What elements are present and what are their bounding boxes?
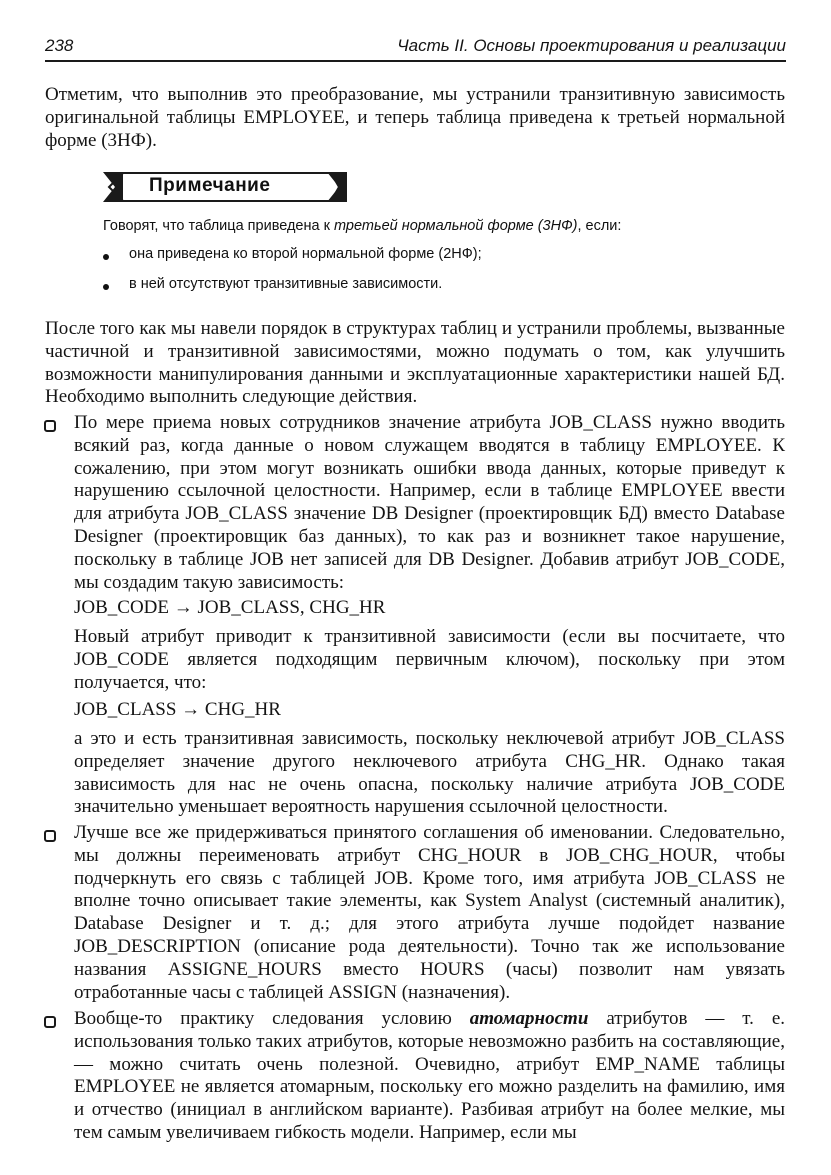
page-header <box>45 28 786 62</box>
bullet-icon <box>103 254 109 260</box>
chapter-title: Часть II. Основы проектирования и реализации <box>397 36 786 55</box>
item-3-text-before: Вообще-то практику следования условию <box>74 1008 470 1029</box>
bullet-icon <box>103 284 109 290</box>
note-definition <box>103 217 621 235</box>
intro-paragraph: Отметим, что выполнив это преобразование, мы устранили транзитивную зависимость оригинальной таблицы EMPLOYEE, и теперь таблица приведена к третьей нормальной форме (3НФ). <box>45 84 785 151</box>
item-1-text-3: а это и есть транзитивная зависимость, поскольку неключевой атрибут JOB_CLASS определяет значение другого неключевого атрибута CHG_HR. Однако такая зависимость для нас не очень опасна, поскольку наличие атрибута JOB_CODE значительно уменьшает вероятность нарушения ссылочной целостности. <box>74 728 785 818</box>
note-banner <box>103 170 347 204</box>
note-bullet-1: она приведена ко второй нормальной форме (2НФ); <box>129 246 482 262</box>
item-1-text-2: Новый атрибут приводит к транзитивной зависимости (если вы посчитаете, что JOB_CODE является подходящим первичным ключом), поскольку при этом получается, что: <box>74 626 785 693</box>
checkbox-bullet-icon <box>44 420 56 432</box>
item-3-text <box>74 1008 785 1145</box>
item-3-text-italic: атомарности <box>469 1008 589 1029</box>
checkbox-bullet-icon <box>44 830 56 842</box>
page-number: 238 <box>45 36 74 55</box>
note-title: Примечание <box>149 175 271 196</box>
item-1-text: По мере приема новых сотрудников значение атрибута JOB_CLASS нужно вводить всякий раз, когда данные о новом служащем вводятся в таблицу EMPLOYEE. К сожалению, при этом могут возникать ошибки ввода данных, которые приведут к нарушению ссылочной целостности. Например, если в таблице EMPLOYEE ввести для атрибута JOB_CLASS значение DB Designer (проектировщик БД) вместо Database Designer (проектировщик баз данных), то как раз и возникнет такое нарушение, поскольку в таблице JOB нет записей для DB Designer. Добавив атрибут JOB_CODE, мы создадим такую зависимость: <box>74 412 785 593</box>
note-text-italic: третьей нормальной форме (3НФ) <box>333 218 578 234</box>
paragraph-2: После того как мы навели порядок в структурах таблиц и устранили проблемы, вызванные частичной и транзитивной зависимостями, можно подумать о том, как улучшить возможности манипулирования данными и эксплуатационные характеристики нашей БД. Необходимо выполнить следующие действия. <box>45 318 785 408</box>
note-text-before: Говорят, что таблица приведена к <box>103 218 334 234</box>
item-3-text-after: атрибутов — т. е. использования только таких атрибутов, которые невозможно разбить на составляющие, — можно считать очень полезной. Очевидно, атрибут EMP_NAME таблицы EMPLOYEE не является атомарным, поскольку его можно разделить на фамилию, имя и отчество (инициал в английском варианте). Разбивая атрибут на более мелкие, мы тем самым увеличиваем гибкость модели. Например, если мы <box>74 1008 785 1143</box>
formula-2: JOB_CLASS → CHG_HR <box>74 699 281 720</box>
note-bullet-2: в ней отсутствуют транзитивные зависимости. <box>129 276 443 292</box>
formula-1: JOB_CODE → JOB_CLASS, CHG_HR <box>74 597 386 618</box>
checkbox-bullet-icon <box>44 1016 56 1028</box>
item-2-text: Лучше все же придерживаться принятого соглашения об именовании. Следовательно, мы должны переименовать атрибут CHG_HOUR в JOB_CHG_HOUR, чтобы подчеркнуть его связь с таблицей JOB. Кроме того, имя атрибута JOB_CLASS не вполне точно описывает такие элементы, как System Analyst (системный аналитик), Database Designer и т. д.; для этого атрибута лучше подойдет название JOB_DESCRIPTION (описание рода деятельности). Точно так же использование названия ASSIGNE_HOURS вместо HOURS (часы) позволит нам увязать отработанные часы с таблицей ASSIGN (назначения). <box>74 822 785 1003</box>
note-text-after: , если: <box>577 218 622 234</box>
